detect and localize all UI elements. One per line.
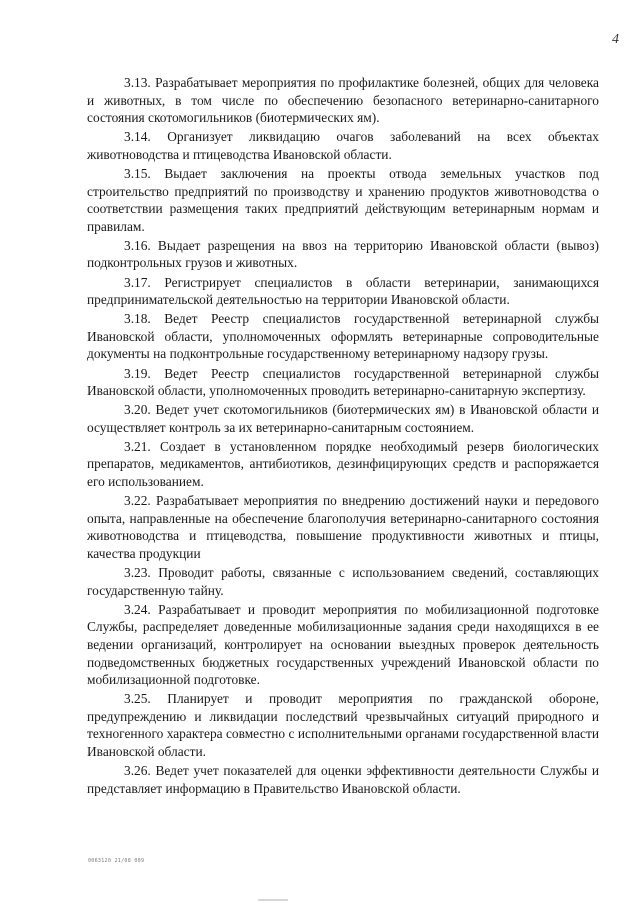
- document-body: [87, 74, 599, 799]
- paragraph-3-13: 3.13. Разрабатывает мероприятия по профилактике болезней, общих для человека и животных, в том числе по обеспечению безопасного ветеринарно-санитарного состояния скотомогильников (биотермических ям).: [87, 75, 599, 126]
- paragraph-3-16: 3.16. Выдает разрещения на ввоз на территорию Ивановской области (вывоз) подконтрольных грузов и животных.: [87, 237, 599, 271]
- paragraph-3-17: 3.17. Регистрирует специалистов в области ветеринарии, занимающихся предпринимательской деятельностью на территории Ивановской области.: [87, 274, 599, 308]
- page-number: 4: [612, 32, 619, 47]
- footer-code: 0063120 21/08 009: [88, 858, 145, 864]
- paragraph-3-20: 3.20. Ведет учет скотомогильников (биотермических ям) в Ивановской области и осуществляет контроль за их ветеринарно-санитарным состоянием.: [87, 402, 599, 435]
- paragraph-3-19: 3.19. Ведет Реестр специалистов государственной ветеринарной службы Ивановской области, уполномоченных проводить ветеринарно-санитарную экспертизу.: [87, 365, 599, 399]
- paragraph-3-24: 3.24. Разрабатывает и проводит мероприятия по мобилизационной подготовке Службы, распределяет доведенные мобилизационные задания среди находящихся в ее ведении организаций, контролирует на основании выездных проверок деятельность подведомственных бюджетных государственных учреждений Ивановской области по мобилизационной подготовке.: [87, 601, 599, 688]
- paragraph-3-15: 3.15. Выдает заключения на проекты отвода земельных участков под строительство предприятий по производству и хранению продуктов животноводства о соответствии размещения таких предприятий действующим ветеринарным нормам и правилам.: [87, 165, 599, 234]
- paragraph-3-22: 3.22. Разрабатывает мероприятия по внедрению достижений науки и передового опыта, направленные на обеспечение благополучия ветеринарно-санитарного состояния животноводства и птицеводства, повышение продуктивности животных и птицы, качества продукции: [87, 493, 599, 561]
- paragraph-3-14: 3.14. Организует ликвидацию очагов заболеваний на всех объектах животноводства и птицеводства Ивановской области.: [87, 129, 599, 162]
- paragraph-3-18: 3.18. Ведет Реестр специалистов государственной ветеринарной службы Ивановской области, уполномоченных оформлять ветеринарные сопроводительные документы на подконтрольные государственному ветеринарному надзору грузы.: [87, 311, 599, 362]
- paragraph-3-25: 3.25. Планирует и проводит мероприятия по гражданской обороне, предупреждению и ликвидации последствий чрезвычайных ситуаций природного и техногенного характера совместно с исполнительными органами государственной власти Ивановской области.: [87, 691, 599, 759]
- paragraph-3-26: 3.26. Ведет учет показателей для оценки эффективности деятельности Службы и представляет информацию в Правительство Ивановской области.: [87, 763, 599, 796]
- paragraph-3-21: 3.21. Создает в установленном порядке необходимый резерв биологических препаратов, медикаментов, антибиотиков, дезинфицирующих средств и распоряжается его использованием.: [87, 438, 599, 490]
- paragraph-3-23: 3.23. Проводит работы, связанные с использованием сведений, составляющих государственную тайну.: [87, 565, 599, 598]
- scan-artifact: [258, 899, 288, 901]
